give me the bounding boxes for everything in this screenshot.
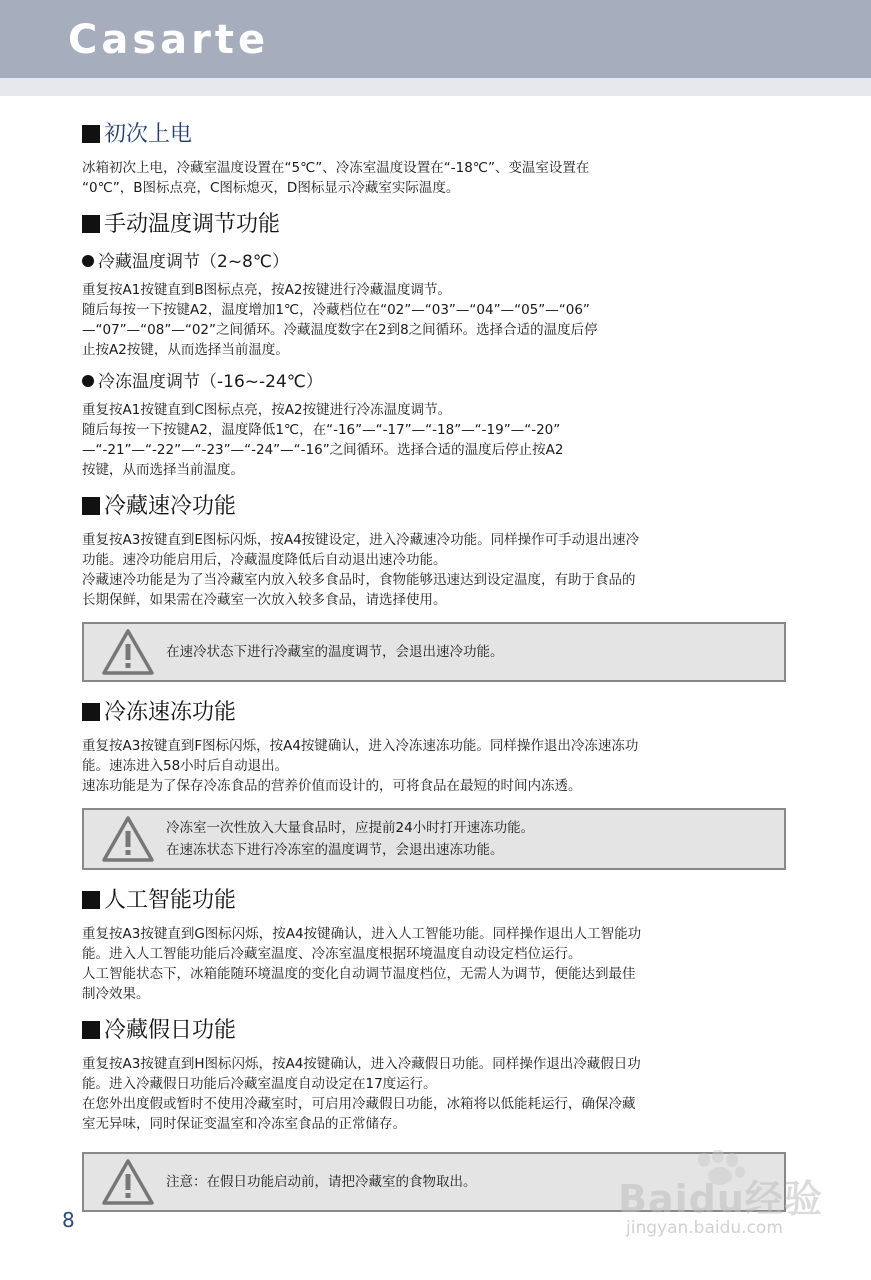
header-stripe <box>0 78 871 96</box>
text-line: 随后每按一下按键A2，温度降低1℃，在“-16”—“-17”—“-18”—“-19”—“-20” <box>82 422 561 438</box>
page-number: 8 <box>62 1208 75 1232</box>
warning-text: 在速冷状态下进行冷藏室的温度调节，会退出速冷功能。 <box>166 644 504 660</box>
paragraph <box>82 158 792 198</box>
manual-content <box>82 118 792 1226</box>
watermark-url: jingyan.baidu.com <box>626 1218 783 1238</box>
warning-text: 注意：在假日功能启动前，请把冷藏室的食物取出。 <box>166 1174 477 1190</box>
text-line: 在您外出度假或暂时不使用冷藏室时，可启用冷藏假日功能，冰箱将以低能耗运行，确保冷藏 <box>82 1096 636 1112</box>
warning-triangle-icon <box>102 628 154 676</box>
warning-box <box>82 622 786 682</box>
text-line: 能。进入人工智能功能后冷藏室温度、冷冻室温度根据环境温度自动设定档位运行。 <box>82 946 582 962</box>
section-freezer-quick-freeze <box>82 696 792 870</box>
square-bullet-icon <box>82 125 100 143</box>
text-line: 重复按A3按键直到F图标闪烁，按A4按键确认，进入冷冻速冻功能。同样操作退出冷冻速冻功 <box>82 738 639 754</box>
section-title: 冷藏速冷功能 <box>82 490 792 524</box>
section-fridge-quick-cool <box>82 490 792 682</box>
square-bullet-icon <box>82 1021 100 1039</box>
paragraph <box>82 924 792 1004</box>
text-line: 速冻功能是为了保存冷冻食品的营养价值而设计的，可将食品在最短的时间内冻透。 <box>82 778 582 794</box>
paragraph <box>82 1054 792 1134</box>
text-line: 制冷效果。 <box>82 986 150 1002</box>
text-line: 冰箱初次上电，冷藏室温度设置在“5℃”、冷冻室温度设置在“-18℃”、变温室设置在 <box>82 160 590 176</box>
text-line: 功能。速冷功能启用后，冷藏温度降低后自动退出速冷功能。 <box>82 552 447 568</box>
warning-box <box>82 808 786 870</box>
section-manual-temp <box>82 208 792 480</box>
warning-triangle-icon <box>102 1158 154 1206</box>
square-bullet-icon <box>82 891 100 909</box>
circle-bullet-icon <box>82 255 94 267</box>
subsection-title: 冷藏温度调节（2~8℃） <box>82 248 792 276</box>
text-line: —“-21”—“-22”—“-23”—“-24”—“-16”之间循环。选择合适的温度后停止按A2 <box>82 442 564 458</box>
paragraph <box>82 280 792 360</box>
paragraph <box>82 736 792 796</box>
square-bullet-icon <box>82 215 100 233</box>
text-line: 长期保鲜，如果需在冷藏室一次放入较多食品，请选择使用。 <box>82 592 447 608</box>
warning-text: 冷冻室一次性放入大量食品时，应提前24小时打开速冻功能。 <box>166 820 535 836</box>
paragraph <box>82 530 792 610</box>
section-title: 初次上电 <box>82 118 792 152</box>
warning-triangle-icon <box>102 815 154 863</box>
text-line: 能。进入冷藏假日功能后冷藏室温度自动设定在17度运行。 <box>82 1076 437 1092</box>
text-line: 重复按A1按键直到C图标点亮，按A2按键进行冷冻温度调节。 <box>82 402 452 418</box>
text-line: —“07”—“08”—“02”之间循环。冷藏温度数字在2到8之间循环。选择合适的温度后停 <box>82 322 598 338</box>
text-line: 按键，从而选择当前温度。 <box>82 462 244 478</box>
section-title: 冷冻速冻功能 <box>82 696 792 730</box>
subsection-title: 冷冻温度调节（-16~-24℃） <box>82 368 792 396</box>
circle-bullet-icon <box>82 375 94 387</box>
brand-logo: Casarte <box>68 17 270 63</box>
text-line: 随后每按一下按键A2，温度增加1℃，冷藏档位在“02”—“03”—“04”—“05”—“06” <box>82 302 590 318</box>
paragraph <box>82 400 792 480</box>
text-line: 重复按A3按键直到G图标闪烁，按A4按键确认，进入人工智能功能。同样操作退出人工智能功 <box>82 926 642 942</box>
section-title: 人工智能功能 <box>82 884 792 918</box>
warning-text: 在速冻状态下进行冷冻室的温度调节，会退出速冻功能。 <box>166 842 504 858</box>
text-line: 能。速冻进入58小时后自动退出。 <box>82 758 289 774</box>
header-bar <box>0 0 871 78</box>
section-title: 手动温度调节功能 <box>82 208 792 242</box>
text-line: 冷藏速冷功能是为了当冷藏室内放入较多食品时，食物能够迅速达到设定温度，有助于食品的 <box>82 572 636 588</box>
section-title: 冷藏假日功能 <box>82 1014 792 1048</box>
section-first-power <box>82 118 792 198</box>
text-line: 人工智能状态下，冰箱能随环境温度的变化自动调节温度档位，无需人为调节，便能达到最佳 <box>82 966 636 982</box>
text-line: 止按A2按键，从而选择当前温度。 <box>82 342 289 358</box>
section-ai <box>82 884 792 1004</box>
square-bullet-icon <box>82 497 100 515</box>
text-line: “0℃”，B图标点亮，C图标熄灭，D图标显示冷藏室实际温度。 <box>82 180 460 196</box>
watermark-logo: Baidu经验 <box>618 1177 823 1221</box>
square-bullet-icon <box>82 703 100 721</box>
text-line: 室无异味，同时保证变温室和冷冻室食品的正常储存。 <box>82 1116 406 1132</box>
text-line: 重复按A3按键直到H图标闪烁，按A4按键确认，进入冷藏假日功能。同样操作退出冷藏假日功 <box>82 1056 641 1072</box>
text-line: 重复按A3按键直到E图标闪烁，按A4按键设定，进入冷藏速冷功能。同样操作可手动退出速冷 <box>82 532 640 548</box>
text-line: 重复按A1按键直到B图标点亮，按A2按键进行冷藏温度调节。 <box>82 282 451 298</box>
